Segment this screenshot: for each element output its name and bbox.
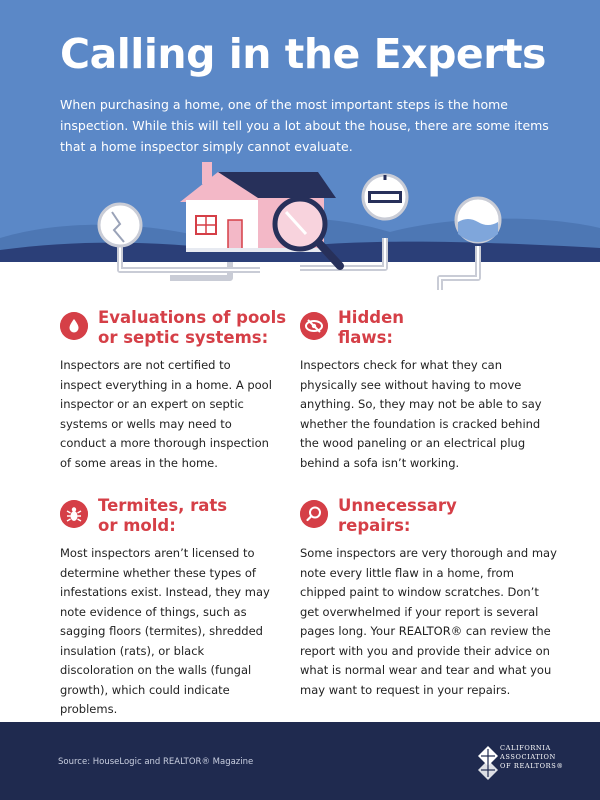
section-title-line-2: or septic systems:: [98, 328, 269, 347]
section-title-line-1: Termites, rats: [98, 496, 228, 515]
source-note: Source: HouseLogic and REALTOR® Magazine: [58, 757, 254, 767]
house-inspection-illustration: [0, 150, 600, 310]
magnifier-icon: [300, 500, 328, 528]
logo-line-2: ASSOCIATION: [500, 753, 556, 761]
section-title-line-2: flaws:: [338, 328, 394, 347]
footer: [0, 722, 600, 800]
page-title: Calling in the Experts: [60, 30, 546, 78]
intro-paragraph: When purchasing a home, one of the most important steps is the home inspection. While this will tell you a lot about the house, there are some items that a home inspector simply cannot evaluate.: [60, 97, 549, 154]
section-title: [338, 308, 404, 348]
section-title-line-2: or mold:: [98, 516, 176, 535]
section-title-line-1: Evaluations of pools: [98, 308, 287, 327]
crack-wall-icon: [99, 204, 141, 246]
section-body: Some inspectors are very thorough and may note every little flaw in a home, from chipped paint to window scratches. Don’t get overwhelmed if your report is several pages long. Your REALTOR® can review the report with you and provide their advice on what is normal wear and tear and what you may want to request in your repairs.: [300, 546, 557, 697]
section-termites-rats-mold: [60, 496, 280, 716]
section-title-line-2: repairs:: [338, 516, 411, 535]
section-pools-septic: [60, 308, 287, 470]
logo-line-3: OF REALTORS®: [500, 762, 564, 770]
car-logo-mark-icon: [478, 746, 498, 780]
car-logo: [478, 744, 578, 784]
section-title-line-1: Unnecessary: [338, 496, 457, 515]
eye-slash-icon: [300, 312, 328, 340]
section-title: [98, 496, 227, 536]
section-title: [338, 496, 457, 536]
car-logo-text: [500, 744, 564, 771]
section-unnecessary-repairs: [300, 496, 560, 697]
water-tank-icon: [456, 198, 500, 242]
section-title: [98, 308, 286, 348]
section-hidden-flaws: [300, 308, 560, 470]
bug-icon: [60, 500, 88, 528]
vent-icon: [363, 175, 407, 219]
section-body: Inspectors are not certified to inspect everything in a home. A pool inspector or an expert on septic systems or wells may need to conduct a more thorough inspection of some areas in the home.: [60, 358, 272, 470]
section-body: Most inspectors aren’t licensed to determine whether these types of infestations exist. Instead, they may note evidence of things, such as sagging floors (termites), shredded insulation (rats), or black discoloration on the walls (fungal growth), which could indicate problems.: [60, 546, 270, 716]
logo-line-1: CALIFORNIA: [500, 744, 551, 752]
water-drop-icon: [60, 312, 88, 340]
section-title-line-1: Hidden: [338, 308, 405, 327]
section-body: Inspectors check for what they can physically see without having to move anything. So, they may not be able to say whether the foundation is cracked behind the wood paneling or an electrical plug behind a sofa isn’t working.: [300, 358, 542, 470]
